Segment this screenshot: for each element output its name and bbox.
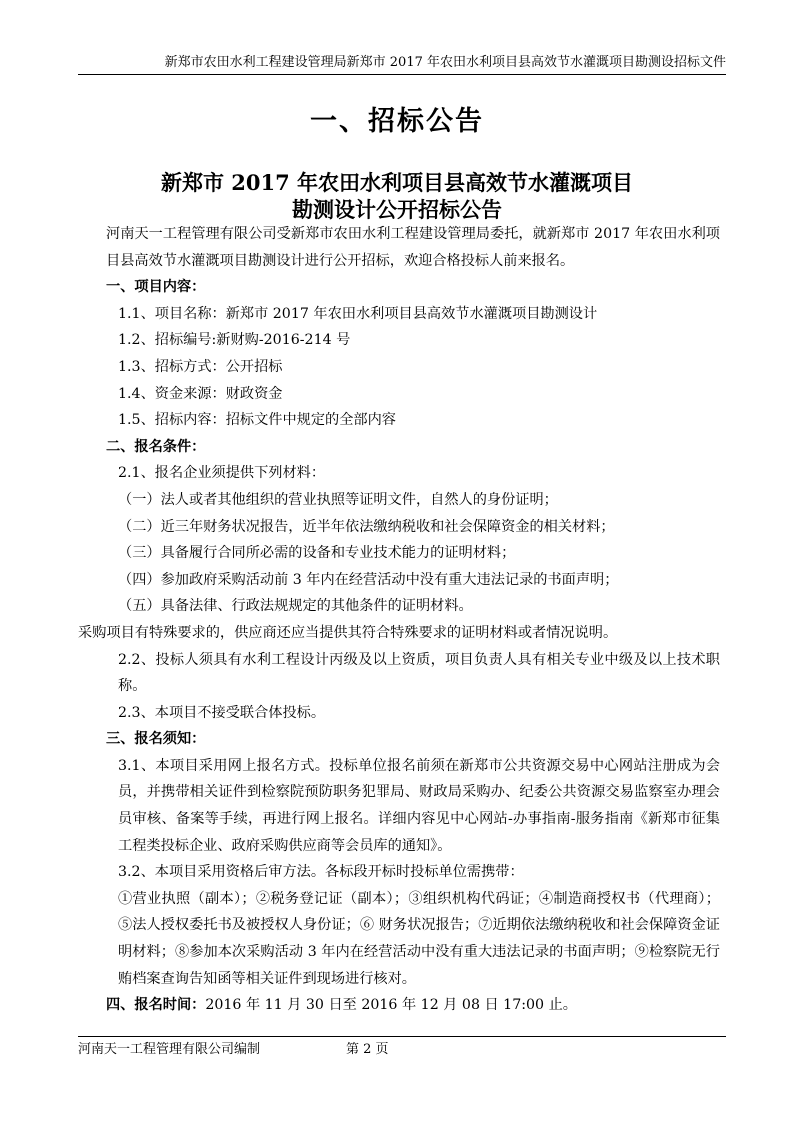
section2-item-2-1: 2.1、报名企业须提供下列材料：: [118, 465, 326, 482]
required-documents-list: ①营业执照（副本）；②税务登记证（副本）；③组织机构代码证；④制造商授权书（代理商）；⑤法人授权委托书及被授权人身份证；⑥ 财务状况报告；⑦近期依法缴纳税收和社会保障资金证明材料；⑧参加本次采购活动 3 年内在经营活动中没有重大违法记录的书面声明；⑨检察院无行贿档案查询告知函等相关证件到现场进行核对。: [118, 890, 720, 987]
page-header: 新郑市农田水利工程建设管理局新郑市 2017 年农田水利项目县高效节水灌溉项目勘测设招标文件: [78, 52, 726, 75]
section3-heading: 三、报名须知：: [106, 731, 206, 748]
material-item: （三）具备履行合同所必需的设备和专业技术能力的证明材料；: [118, 545, 516, 562]
section1-item: 1.3、招标方式：公开招标: [118, 358, 283, 375]
material-item: （一）法人或者其他组织的营业执照等证明文件，自然人的身份证明；: [118, 491, 558, 508]
section4-registration-time: [78, 992, 720, 1019]
section1-heading: 一、项目内容：: [106, 279, 206, 296]
material-item: （五）具备法律、行政法规规定的其他条件的证明材料。: [118, 598, 473, 615]
material-item: （二）近三年财务状况报告，近半年依法缴纳税收和社会保障资金的相关材料；: [118, 518, 615, 535]
page-footer: [78, 1036, 726, 1057]
section4-text: 2016 年 11 月 30 日至 2016 年 12 月 08 日 17:00 止。: [205, 997, 577, 1014]
section1-item: 1.4、资金来源：财政资金: [118, 385, 283, 402]
section3-item-3-2: 3.2、本项目采用资格后审方法。各标段开标时投标单位需携带：: [118, 864, 524, 881]
material-item: （四）参加政府采购活动前 3 年内在经营活动中没有重大违法记录的书面声明；: [118, 571, 619, 588]
section2-item-2-2: 2.2、投标人须具有水利工程设计丙级及以上资质，项目负责人具有相关专业中级及以上技术职称。: [118, 651, 720, 695]
intro-paragraph: 河南天一工程管理有限公司受新郑市农田水利工程建设管理局委托，就新郑市 2017 年农田水利项目县高效节水灌溉项目勘测设计进行公开招标，欢迎合格投标人前来报名。: [106, 226, 720, 269]
section1-item: 1.5、招标内容：招标文件中规定的全部内容: [118, 412, 396, 429]
notice-title-line2: 勘测设计公开招标公告: [292, 197, 502, 222]
section2-heading: 二、报名条件：: [106, 438, 206, 455]
section1-item: 1.2、招标编号:新财购-2016-214 号: [118, 332, 351, 349]
notice-title-line1: 新郑市 2017 年农田水利项目县高效节水灌溉项目: [160, 170, 634, 195]
footer-company: 河南天一工程管理有限公司编制: [78, 1042, 261, 1057]
document-body: [78, 221, 720, 1019]
chapter-title: 一、招标公告: [310, 106, 484, 137]
footer-page-number: 第 2 页: [346, 1042, 389, 1057]
special-requirement-note: 采购项目有特殊要求的，供应商还应当提供其符合特殊要求的证明材料或者情况说明。: [78, 624, 618, 641]
section1-item: 1.1、项目名称：新郑市 2017 年农田水利项目县高效节水灌溉项目勘测设计: [118, 305, 598, 322]
section2-item-2-3: 2.3、本项目不接受联合体投标。: [118, 704, 326, 721]
section4-label: 四、报名时间：: [106, 997, 206, 1014]
section3-item-3-1: 3.1、本项目采用网上报名方式。投标单位报名前须在新郑市公共资源交易中心网站注册成为会员，并携带相关证件到检察院预防职务犯罪局、财政局采购办、纪委公共资源交易监察室办理会员审核、备案等手续，再进行网上报名。详细内容见中心网站-办事指南-服务指南《新郑市征集工程类投标企业、政府采购供应商等会员库的通知》。: [118, 757, 720, 854]
